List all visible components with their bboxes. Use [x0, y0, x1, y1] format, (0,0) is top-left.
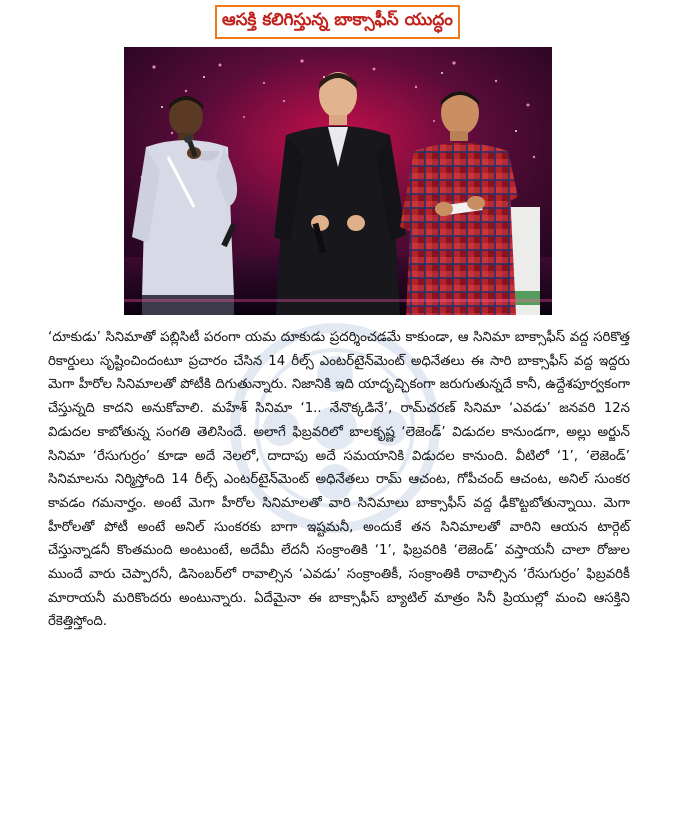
stage-photo-illustration — [124, 47, 552, 315]
article-paragraph: ‘దూకుడు’ సినిమాతో పబ్లిసిటీ పరంగా యమ దూకుడు ప్రదర్శించడమే కాకుండా, ఆ సినిమా బాక్సాఫీస్ వద్ద సరికొత్త రికార్డులు సృష్టించిందంటూ ప్రచారం చేసిన 14 రీల్స్ ఎంటర్‌టైన్‌మెంట్ అధినేతలు ఈ సారి బాక్సాఫీస్ వద్ద ఇద్దరు మెగా హీరోల సినిమాలతో పోటీకి దిగుతున్నారు. నిజానికి ఇది యాదృచ్చికంగా జరుగుతున్నదే కానీ, ఉద్దేశపూర్వకంగా చేస్తున్నది కాదని అనుకోవాలి. మహేశ్ సినిమా ‘1.. నేనొక్కడినే’, రామ్‌చరణ్ సినిమా ‘ఎవడు’ జనవరి 12న విడుదల కాబోతున్న సంగతి తెలిసిందే. అలాగే ఫిబ్రవరిలో బాలకృష్ణ ‘లెజెండ్’ విడుదల కానుండగా, అల్లు అర్జున్ సినిమా ‘రేసుగుర్రం’ కూడా అదే నెలలో, దాదాపు అదే సమయానికి విడుదల కానుంది. వీటిలో ‘1’, ‘లెజెండ్’ సినిమాలను నిర్మిస్తోంది 14 రీల్స్ ఎంటర్‌టైన్‌మెంట్ అధినేతలు రామ్ ఆచంట, గోపీచంద్ ఆచంట, అనిల్ సుంకర కావడం గమనార్హం. అంటే మెగా హీరోల సినిమాలతో వారి సినిమాలు బాక్సాఫీస్ వద్ద ఢీకొట్టబోతున్నాయి. మెగా హీరోలతో పోటీ అంటే అనిల్ సుంకరకు బాగా ఇష్టమనీ, అందుకే తన సినిమాలతో వారిని ఆయన టార్గెట్ చేస్తున్నాడనీ కొంతమంది అంటుంటే, అదేమీ లేదనీ సంక్రాంతికి ‘1’, ఫిబ్రవరికి ‘లెజెండ్’ వస్తాయనీ చాలా రోజుల ముందే వారు చెప్పారనీ, డిసెంబర్‌లో రావాల్సిన ‘ఎవడు’ సంక్రాంతికీ, సంక్రాంతికి రావాల్సిన ‘రేసుగుర్రం’ ఫిబ్రవరికీ మారాయనీ మరికొందరు అంటున్నారు. ఏదేమైనా ఈ బాక్సాఫీస్ బ్యాటిల్ మాత్రం సినీ ప్రియుల్లో మంచి ఆసక్తిని రేకెత్తిస్తోంది. — [48, 330, 630, 630]
article-body — [48, 326, 630, 634]
stage-photo — [124, 47, 552, 315]
article-headline: ఆసక్తి కలిగిస్తున్న బాక్సాఫీస్ యుద్ధం — [222, 10, 453, 30]
headline-frame — [215, 5, 460, 39]
